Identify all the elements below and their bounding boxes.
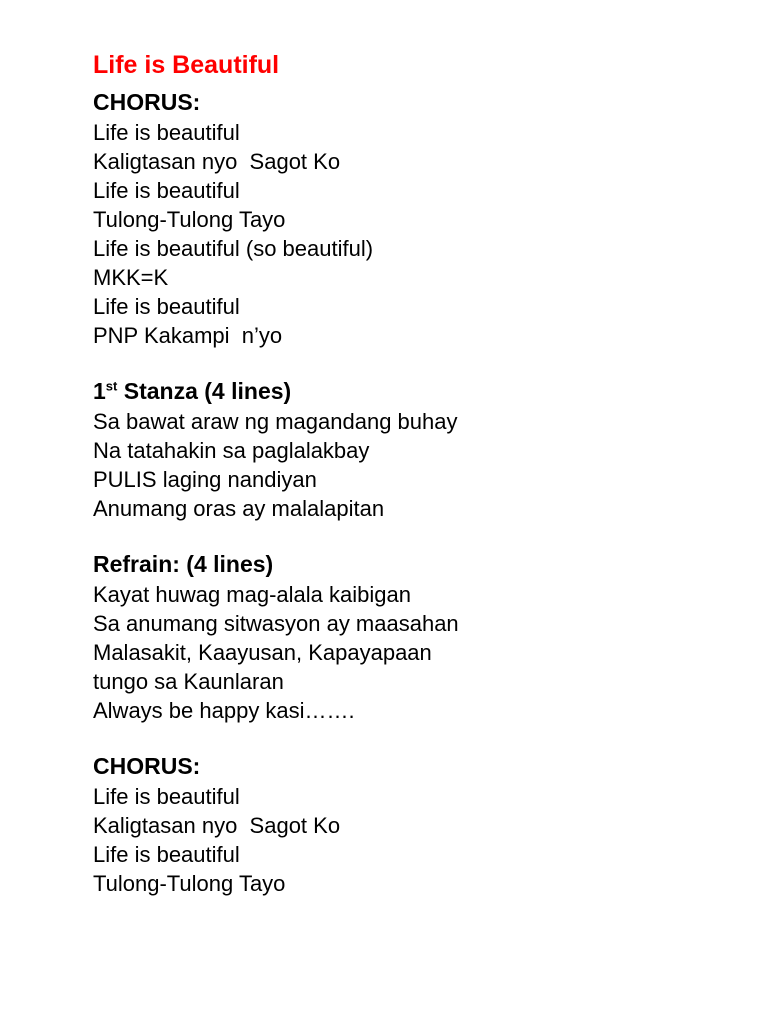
refrain-section xyxy=(93,548,733,725)
heading-text: Stanza (4 lines) xyxy=(117,378,292,404)
lyric-line: Life is beautiful xyxy=(93,178,240,203)
lyric-line: Kaligtasan nyo Sagot Ko xyxy=(93,149,341,174)
stanza-section xyxy=(93,375,733,523)
heading-number: 1 xyxy=(93,378,106,404)
lyric-line: Life is beautiful (so beautiful) xyxy=(93,236,374,261)
lyric-line: tungo sa Kaunlaran xyxy=(93,669,284,694)
lyric-line: Kayat huwag mag-alala kaibigan xyxy=(93,582,411,607)
lyric-line: PNP Kakampi n’yo xyxy=(93,323,283,348)
section-heading: Refrain: (4 lines) xyxy=(93,551,274,577)
lyric-line: Life is beautiful xyxy=(93,120,240,145)
lyric-line: Tulong-Tulong Tayo xyxy=(93,871,286,896)
lyric-line: MKK=K xyxy=(93,265,169,290)
lyric-line: Life is beautiful xyxy=(93,842,240,867)
section-heading: CHORUS: xyxy=(93,89,201,115)
lyric-line: Always be happy kasi……. xyxy=(93,698,355,723)
lyric-line: Sa anumang sitwasyon ay maasahan xyxy=(93,611,459,636)
chorus-section xyxy=(93,86,733,350)
lyric-line: Anumang oras ay malalapitan xyxy=(93,496,385,521)
lyric-line: Life is beautiful xyxy=(93,294,240,319)
heading-superscript: st xyxy=(105,378,118,394)
section-heading: CHORUS: xyxy=(93,753,201,779)
lyrics-content xyxy=(93,48,733,923)
lyric-line: PULIS laging nandiyan xyxy=(93,467,317,492)
lyric-line: Kaligtasan nyo Sagot Ko xyxy=(93,813,341,838)
chorus-section xyxy=(93,750,733,898)
song-title: Life is Beautiful xyxy=(93,51,280,79)
lyric-line: Life is beautiful xyxy=(93,784,240,809)
lyric-line: Malasakit, Kaayusan, Kapayapaan xyxy=(93,640,432,665)
lyric-line: Na tatahakin sa paglalakbay xyxy=(93,438,370,463)
section-heading xyxy=(93,375,733,407)
lyric-line: Tulong-Tulong Tayo xyxy=(93,207,286,232)
lyric-line: Sa bawat araw ng magandang buhay xyxy=(93,409,458,434)
